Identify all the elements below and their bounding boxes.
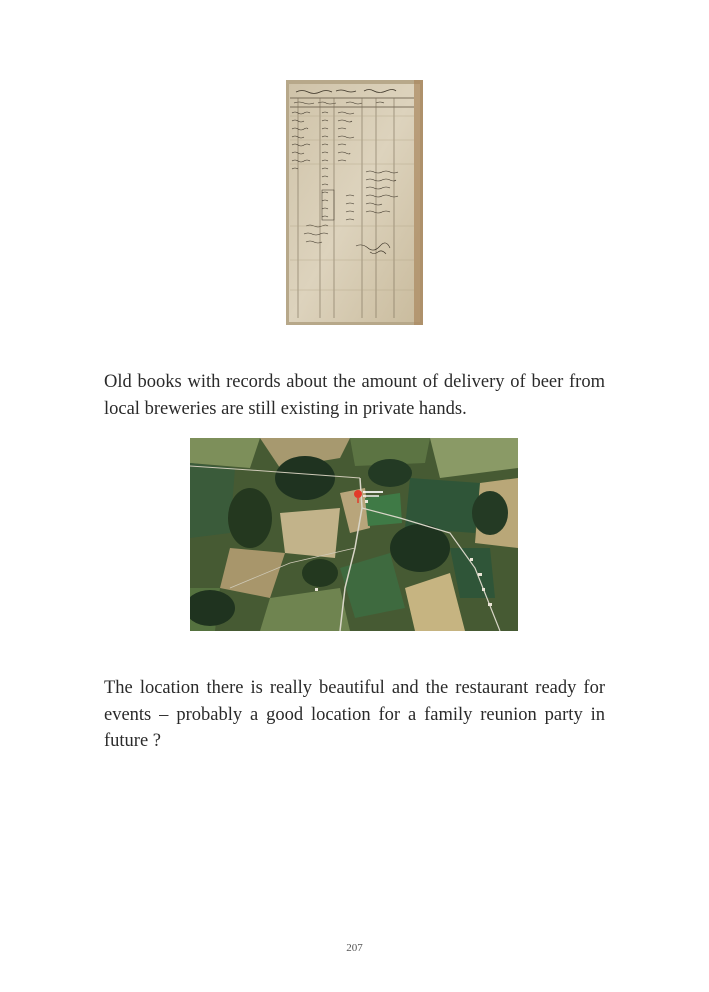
ledger-photo: [286, 80, 423, 325]
paragraph-location: The location there is really beautiful and the restaurant ready for events – probably a good location for a family reunion party in future ?: [104, 678, 605, 751]
paragraph-delivery-records: Old books with records about the amount of delivery of beer from local breweries are still existing in private hands.: [104, 372, 605, 419]
aerial-map-photo: [190, 438, 518, 631]
page-number: 207: [346, 942, 363, 954]
